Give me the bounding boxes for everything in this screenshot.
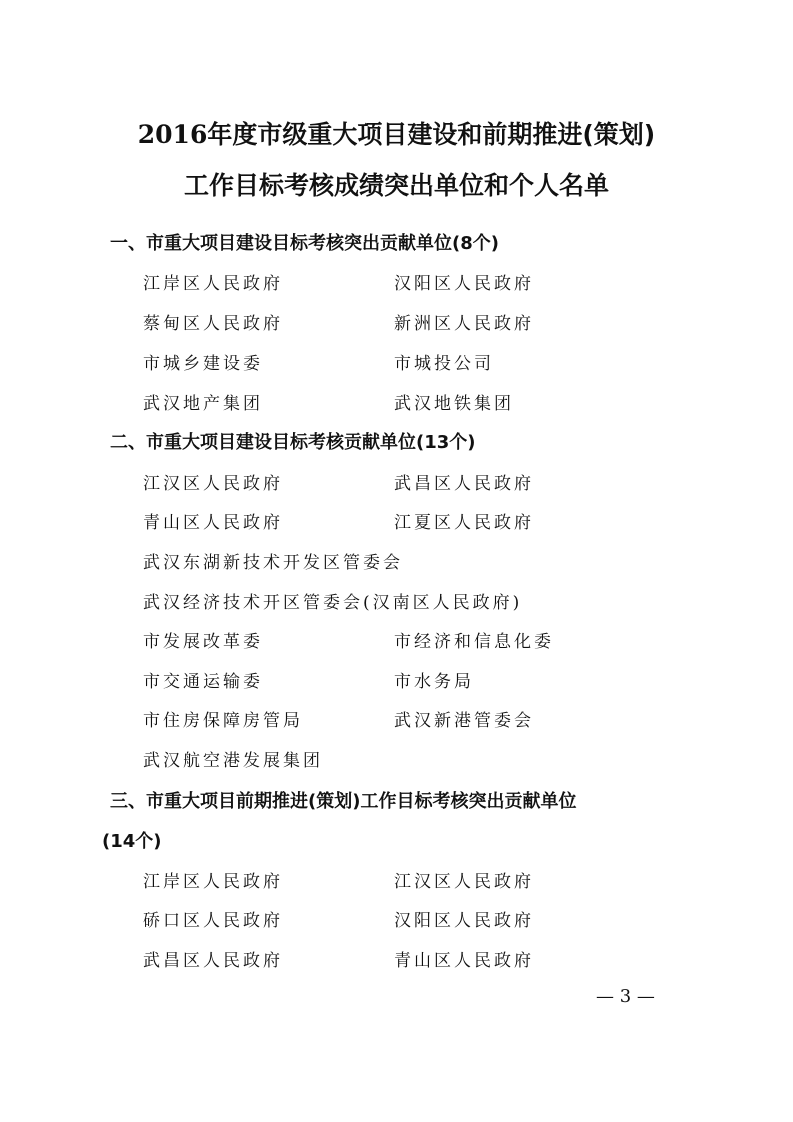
list-item: 市水务局 xyxy=(394,672,474,692)
list-item: 武汉地产集团 xyxy=(143,394,263,414)
list-item: 硚口区人民政府 xyxy=(143,911,283,931)
list-item: 蔡甸区人民政府 xyxy=(143,314,283,334)
list-item: 江夏区人民政府 xyxy=(394,513,534,533)
list-item: 新洲区人民政府 xyxy=(394,314,534,334)
title-line-1-text: 年度市级重大项目建设和前期推进(策划) xyxy=(207,120,656,149)
list-item: 江汉区人民政府 xyxy=(143,474,283,494)
list-item: 青山区人民政府 xyxy=(143,513,283,533)
page-number: — 3 — xyxy=(596,986,655,1007)
list-item: 市交通运输委 xyxy=(143,672,263,692)
list-item: 武汉新港管委会 xyxy=(394,711,534,731)
list-item: 市发展改革委 xyxy=(143,632,263,652)
list-item: 武昌区人民政府 xyxy=(394,474,534,494)
list-item: 江岸区人民政府 xyxy=(143,274,283,294)
list-item: 市住房保障房管局 xyxy=(143,711,303,731)
list-item: 市城乡建设委 xyxy=(143,354,263,374)
list-item: 武汉东湖新技术开发区管委会 xyxy=(143,553,403,573)
list-item: 汉阳区人民政府 xyxy=(394,274,534,294)
section-1-heading: 一、市重大项目建设目标考核突出贡献单位(8个) xyxy=(110,233,499,254)
section-2-heading: 二、市重大项目建设目标考核贡献单位(13个) xyxy=(110,432,476,453)
list-item: 汉阳区人民政府 xyxy=(394,911,534,931)
list-item: 武汉地铁集团 xyxy=(394,394,514,414)
list-item: 江汉区人民政府 xyxy=(394,872,534,892)
title-line-2: 工作目标考核成绩突出单位和个人名单 xyxy=(183,171,609,200)
title-line-1 xyxy=(0,120,793,150)
list-item: 武汉航空港发展集团 xyxy=(143,751,323,771)
title-year: 2016 xyxy=(137,120,208,149)
list-item: 武昌区人民政府 xyxy=(143,951,283,971)
list-item: 市城投公司 xyxy=(394,354,494,374)
list-item: 武汉经济技术开区管委会(汉南区人民政府) xyxy=(143,593,523,613)
list-item: 江岸区人民政府 xyxy=(143,872,283,892)
section-3-heading: 三、市重大项目前期推进(策划)工作目标考核突出贡献单位 xyxy=(110,791,577,812)
list-item: 市经济和信息化委 xyxy=(394,632,554,652)
section-3-heading-count: (14个) xyxy=(102,831,162,852)
list-item: 青山区人民政府 xyxy=(394,951,534,971)
